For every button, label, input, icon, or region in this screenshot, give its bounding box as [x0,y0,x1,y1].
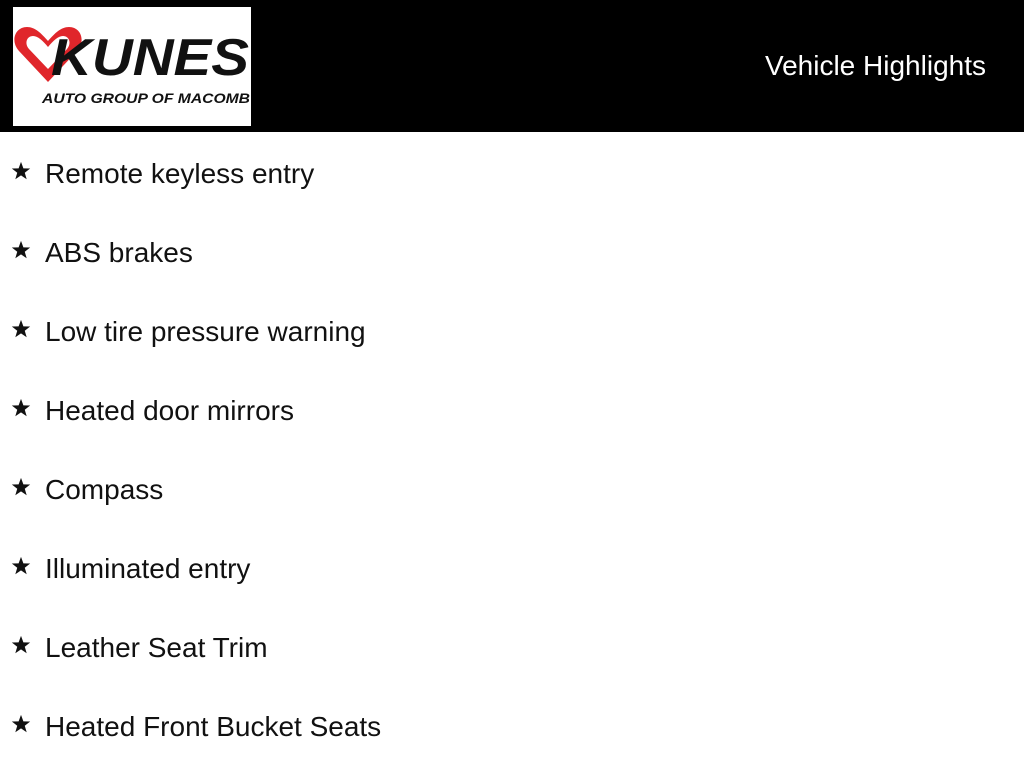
dealer-logo [13,7,251,126]
star-icon [10,713,32,735]
header-bar [0,0,1024,132]
highlight-item [0,628,1000,668]
highlight-label: ABS brakes [45,237,193,268]
logo-wordmark: KUNES [51,29,250,87]
star-icon [10,634,32,656]
star-icon [10,318,32,340]
highlight-item [0,549,1000,589]
star-icon [10,476,32,498]
highlight-item [0,470,1000,510]
highlight-label: Heated door mirrors [45,395,294,426]
highlight-label: Compass [45,474,164,505]
logo-tagline: AUTO GROUP OF MACOMB [40,90,250,106]
highlight-label: Remote keyless entry [45,158,315,189]
highlight-label: Heated Front Bucket Seats [45,711,382,742]
highlight-label: Illuminated entry [45,553,251,584]
highlight-item [0,233,1000,273]
highlight-item [0,312,1000,352]
highlight-label: Low tire pressure warning [45,316,366,347]
highlight-label: Leather Seat Trim [45,632,268,663]
highlight-item [0,707,1000,747]
page-title: Vehicle Highlights [764,50,986,81]
highlight-item [0,154,1000,194]
star-icon [10,160,32,182]
star-icon [10,397,32,419]
highlight-item [0,391,1000,431]
star-icon [10,555,32,577]
star-icon [10,239,32,261]
